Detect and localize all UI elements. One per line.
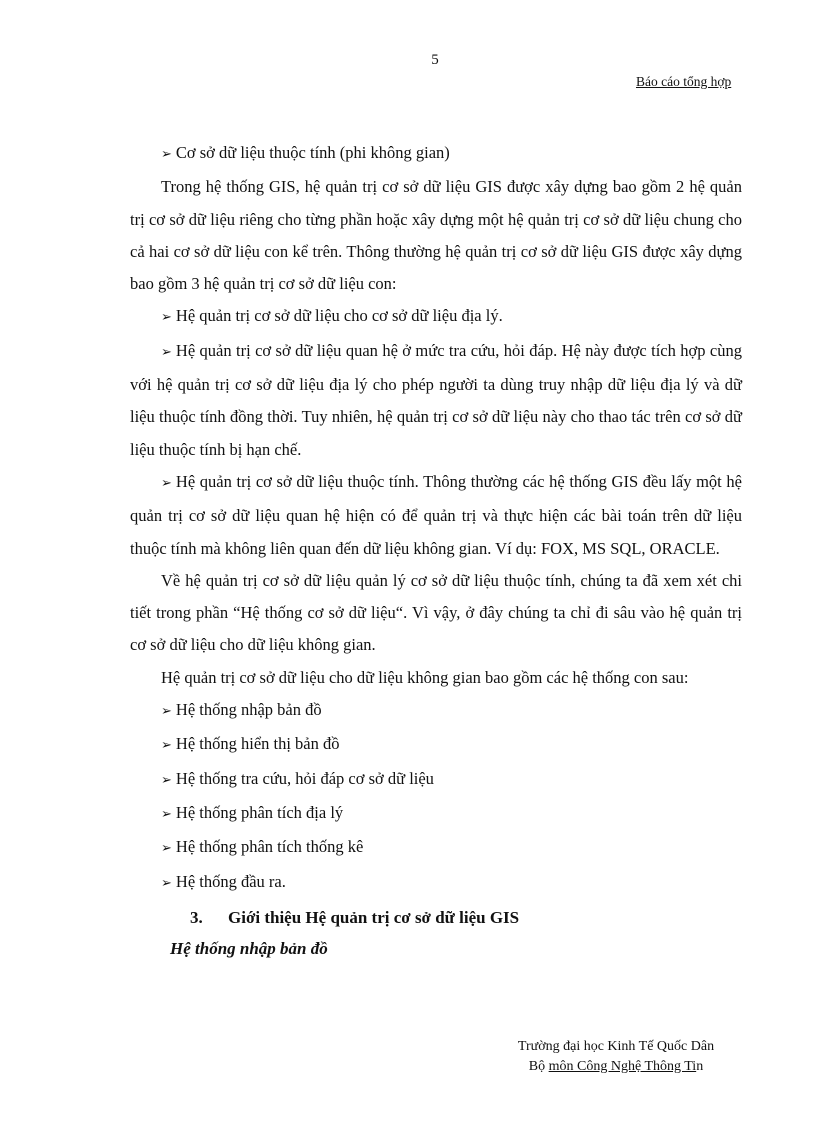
arrow-bullet-icon: ➢ [161,310,172,326]
page-number: 5 [431,52,439,68]
list-item-text: Hệ thống tra cứu, hỏi đáp cơ sở dữ liệu [175,768,434,788]
arrow-bullet-icon: ➢ [161,147,172,162]
list-item [130,694,742,728]
paragraph-attribute-dbms-note: Về hệ quản trị cơ sở dữ liệu quản lý cơ sở dữ liệu thuộc tính, chúng ta đã xem xét chi tiết trong phần “Hệ thống cơ sở dữ liệu“. Vì vậy, ở đây chúng ta chỉ đi sâu vào hệ quản trị cơ sở dữ liệu cho dữ liệu không gian. [130,570,742,655]
list-item-text: Hệ thống nhập bản đồ [175,700,322,720]
list-item [130,728,742,762]
paragraph-subsystems-intro: Hệ quản trị cơ sở dữ liệu cho dữ liệu không gian bao gồm các hệ thống con sau: [161,667,689,687]
bullet-item-attribute-dbms [130,466,742,565]
list-item-text: Hệ thống đầu ra. [175,871,286,891]
bullet-item-relational-dbms [130,335,742,466]
arrow-bullet-icon: ➢ [161,841,172,857]
paragraph-gis-dbms-intro: Trong hệ thống GIS, hệ quản trị cơ sở dữ liệu GIS được xây dựng bao gồm 2 hệ quản trị cơ sở dữ liệu riêng cho từng phần hoặc xây dựng một hệ quản trị cơ sở dữ liệu chung cho cả hai cơ sở dữ liệu con kể trên. Thông thường hệ quản trị cơ sở dữ liệu GIS được xây dựng bao gồm 3 hệ quản trị cơ sở dữ liệu con: [130,177,742,294]
list-item-text: Hệ thống phân tích địa lý [175,802,344,822]
bullet-text: Hệ quản trị cơ sở dữ liệu quan hệ ở mức tra cứu, hỏi đáp. Hệ này được tích hợp cùng với hệ quản trị cơ sở dữ liệu địa lý cho phép người ta dùng truy nhập dữ liệu địa lý và dữ liệu thuộc tính đồng thời. Tuy nhiên, hệ quản trị cơ sở dữ liệu này cho thao tác trên cơ sở dữ liệu thuộc tính bị hạn chế. [130,340,742,459]
list-item [130,831,742,865]
bullet-item-attribute-db [130,137,742,171]
footer [486,1037,746,1077]
arrow-bullet-icon: ➢ [161,738,172,754]
arrow-bullet-icon: ➢ [161,344,172,360]
arrow-bullet-icon: ➢ [161,704,172,720]
list-item-text: Hệ thống phân tích thống kê [175,837,364,857]
list-item [130,797,742,831]
list-item [130,763,742,797]
footer-university: Trường đại học Kinh Tế Quốc Dân [517,1039,715,1054]
section-heading [130,902,742,934]
bullet-text: Hệ quản trị cơ sở dữ liệu thuộc tính. Thông thường các hệ thống GIS đều lấy một hệ quản trị cơ sở dữ liệu quan hệ hiện có để quản trị và thực hiện các bài toán trên dữ liệu thuộc tính mà không liên quan đến dữ liệu không gian. Ví dụ: FOX, MS SQL, ORACLE. [130,471,742,558]
bullet-text: Hệ quản trị cơ sở dữ liệu cho cơ sở dữ liệu địa lý. [175,306,503,326]
footer-dept-suffix: n [696,1059,704,1074]
section-number: 3. [190,907,203,927]
arrow-bullet-icon: ➢ [161,475,172,491]
section-title: Giới thiệu Hệ quản trị cơ sở dữ liệu GIS [228,907,520,927]
header-title: Báo cáo tổng hợp [636,74,732,89]
arrow-bullet-icon: ➢ [161,806,172,822]
bullet-item-geo-dbms [130,300,742,334]
footer-department [486,1057,746,1077]
list-item-text: Hệ thống hiển thị bản đồ [175,734,340,754]
subheading: Hệ thống nhập bản đồ [170,939,328,959]
arrow-bullet-icon: ➢ [161,772,172,788]
bullet-text: Cơ sở dữ liệu thuộc tính (phi không gian) [175,143,450,162]
footer-dept-underlined: môn Công Nghệ Thông Ti [548,1059,697,1074]
document-body [130,137,742,965]
footer-dept-prefix: Bộ [528,1059,549,1074]
list-item [130,866,742,900]
arrow-bullet-icon: ➢ [161,875,172,891]
